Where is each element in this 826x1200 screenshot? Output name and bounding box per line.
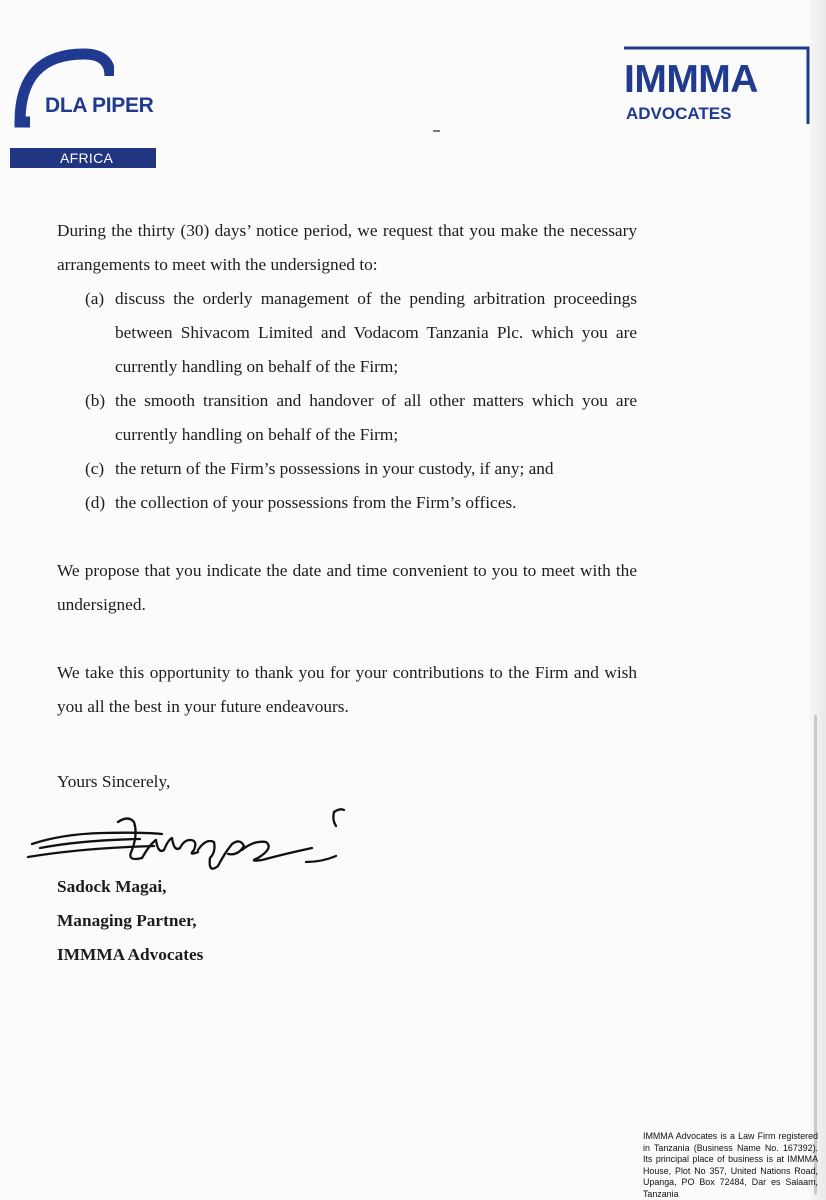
list-marker: (d) bbox=[85, 493, 106, 512]
list-item-text: the collection of your possessions from the Firm’s offices. bbox=[115, 493, 517, 512]
handwritten-signature bbox=[22, 800, 362, 880]
immma-advocates-logo bbox=[618, 44, 814, 128]
intro-paragraph: During the thirty (30) days’ notice period, we request that you make the necessary arrangements to meet with the undersigned to: bbox=[57, 221, 637, 274]
list-item bbox=[57, 282, 637, 384]
dla-piper-arc-icon bbox=[10, 46, 114, 134]
list-item bbox=[57, 452, 637, 486]
proposal-paragraph: We propose that you indicate the date and time convenient to you to meet with the undersigned. bbox=[57, 561, 637, 614]
list-marker: (c) bbox=[85, 459, 105, 478]
immma-name: IMMMA bbox=[624, 58, 758, 101]
list-item-text: the return of the Firm’s possessions in your custody, if any; and bbox=[115, 459, 554, 478]
signer-title: Managing Partner, bbox=[57, 911, 197, 930]
scan-mark bbox=[433, 130, 440, 132]
immma-subtitle: ADVOCATES bbox=[626, 104, 732, 123]
signer-name: Sadock Magai, bbox=[57, 877, 167, 896]
list-item bbox=[57, 486, 637, 520]
list-item bbox=[57, 384, 637, 452]
footer-registration-note: IMMMA Advocates is a Law Firm registered in Tanzania (Business Name No. 167392). Its principal place of business is at IMMMA House, Plot No 357, United Nations Road, Upanga, PO Box 72484, Dar es Salaam, Tanzania bbox=[643, 1131, 818, 1199]
list-marker: (b) bbox=[85, 391, 106, 410]
dla-piper-region: AFRICA bbox=[10, 148, 156, 168]
list-item-text: the smooth transition and handover of all other matters which you are currently handling on behalf of the Firm; bbox=[115, 391, 637, 444]
dla-piper-name: DLA PIPER bbox=[45, 94, 154, 117]
signer-block bbox=[57, 870, 203, 972]
request-list bbox=[57, 282, 637, 520]
closing-salutation: Yours Sincerely, bbox=[57, 772, 171, 791]
list-marker: (a) bbox=[85, 289, 105, 308]
dla-piper-logo bbox=[10, 46, 158, 170]
page-edge bbox=[810, 0, 826, 1200]
signer-firm: IMMMA Advocates bbox=[57, 945, 204, 964]
list-item-text: discuss the orderly management of the pending arbitration proceedings between Shivacom Limited and Vodacom Tanzania Plc. which you are currently handling on behalf of the Firm; bbox=[115, 289, 637, 376]
letter-body bbox=[57, 214, 637, 724]
thanks-paragraph: We take this opportunity to thank you for your contributions to the Firm and wish you all the best in your future endeavours. bbox=[57, 663, 637, 716]
page-edge-line bbox=[814, 715, 817, 1195]
